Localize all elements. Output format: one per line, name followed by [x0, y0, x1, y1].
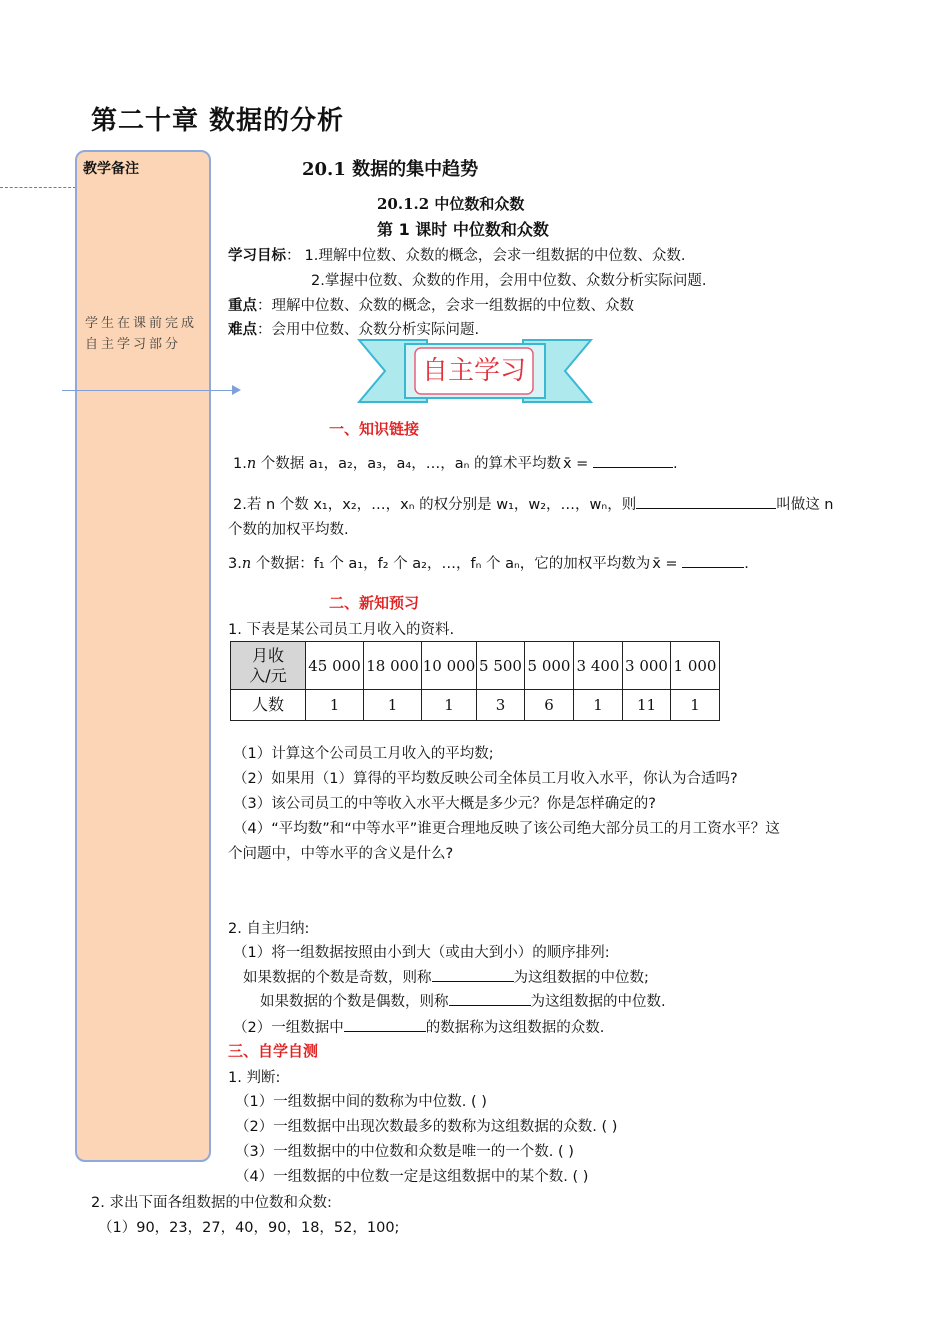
summary-title: 2. 自主归纳:: [228, 921, 310, 937]
table-cell: 10 000: [422, 642, 477, 690]
key-point-row: 重点：理解中位数、众数的概念，会求一组数据的中位数、众数: [228, 298, 634, 314]
table-cell: 1: [364, 690, 422, 721]
summary-text: （2）一组数据中: [233, 1020, 344, 1036]
table-cell: 1: [306, 690, 364, 721]
q3-mean-symbol: x̄ =: [652, 556, 678, 572]
question-item: （3）该公司员工的中等收入水平大概是多少元？你是怎样确定的?: [233, 796, 656, 812]
q2-text: 2.若 n 个数 x₁，x₂，…，xₙ 的权分别是 w₁，w₂，…，wₙ，则: [233, 497, 637, 513]
table-cell: 1: [574, 690, 623, 721]
table-cell: 1: [422, 690, 477, 721]
summary-text: 如果数据的个数是偶数，则称: [260, 994, 449, 1010]
q3-end: .: [744, 556, 749, 572]
summary-odd: [243, 966, 649, 987]
q1-number: 1.: [233, 456, 247, 472]
lesson-title: 第 1 课时 中位数和众数: [377, 220, 549, 239]
table-cell: 6: [525, 690, 574, 721]
q1-mean-symbol: x̄ =: [562, 456, 589, 472]
table-cell: 18 000: [364, 642, 422, 690]
table-row: [231, 690, 720, 721]
arrow-right-icon: [232, 385, 241, 395]
key-point-text: 理解中位数、众数的概念，会求一组数据的中位数、众数: [271, 298, 634, 314]
pointer-arrow-line: [62, 390, 234, 391]
part1-heading: 一、知识链接: [329, 420, 420, 438]
answer-blank[interactable]: [636, 494, 776, 509]
subsection-title: 20.1.2 中位数和众数: [377, 195, 525, 213]
question-3: [228, 552, 749, 573]
judge-item: （2）一组数据中出现次数最多的数称为这组数据的众数. ( ): [235, 1119, 618, 1135]
header-line: 入/元: [249, 665, 287, 685]
teaching-note-line: 学生在课前完成: [85, 316, 198, 331]
chapter-title: 第二十章 数据的分析: [91, 106, 345, 136]
table-intro: 1. 下表是某公司员工月收入的资料.: [228, 622, 455, 638]
question-item: （1）计算这个公司员工月收入的平均数;: [233, 746, 494, 762]
question-item: （4）“平均数”和“中等水平”谁更合理地反映了该公司绝大部分员工的月工资水平？这: [233, 821, 780, 837]
summary-text: 的数据称为这组数据的众数.: [425, 1020, 605, 1036]
table-header-cell: [231, 642, 306, 690]
judge-title: 1. 判断:: [228, 1070, 281, 1086]
table-cell: 5 000: [525, 642, 574, 690]
teaching-notes-panel: [75, 150, 211, 1162]
objective-item: 2.掌握中位数、众数的作用，会用中位数、众数分析实际问题.: [311, 273, 707, 289]
difficulty-row: 难点：会用中位数、众数分析实际问题.: [228, 322, 480, 338]
banner-text: 自主学习: [421, 356, 526, 386]
judge-item: （3）一组数据中的中位数和众数是唯一的一个数. ( ): [235, 1144, 574, 1160]
table-cell: 11: [623, 690, 671, 721]
question-1: [233, 452, 678, 473]
summary-text: 为这组数据的中位数;: [513, 970, 649, 986]
answer-blank[interactable]: [593, 453, 673, 468]
table-cell: 45 000: [306, 642, 364, 690]
part2-heading: 二、新知预习: [329, 594, 420, 612]
section-title: 20.1 数据的集中趋势: [302, 159, 479, 180]
table-cell: 1 000: [671, 642, 720, 690]
question-item: 个问题中，中等水平的含义是什么?: [228, 846, 454, 862]
teaching-notes-text: [85, 313, 209, 355]
table-cell: 1: [671, 690, 720, 721]
q3-var: n: [241, 556, 252, 572]
q1-text: 个数据 a₁，a₂，a₃，a₄，…，aₙ 的算术平均数: [256, 456, 561, 472]
table-cell: 3 000: [623, 642, 671, 690]
answer-blank[interactable]: [682, 553, 744, 568]
q2-continuation: 个数的加权平均数.: [228, 522, 349, 538]
table-row: [231, 642, 720, 690]
q1-end: .: [672, 456, 678, 472]
question-2: [233, 493, 834, 514]
find-item: （1）90，23，27，40，90，18，52，100;: [98, 1220, 400, 1236]
summary-text: 如果数据的个数是奇数，则称: [243, 970, 432, 986]
question-item: （2）如果用（1）算得的平均数反映公司全体员工月收入水平，你认为合适吗?: [233, 771, 738, 787]
summary-text: 为这组数据的中位数.: [530, 994, 666, 1010]
objective-item: 1.理解中位数、众数的概念，会求一组数据的中位数、众数.: [304, 248, 686, 264]
q3-text: 个数据：f₁ 个 a₁，f₂ 个 a₂，…，fₙ 个 aₙ，它的加权平均数为: [251, 556, 651, 572]
margin-guide-line: [0, 187, 76, 188]
q3-number: 3.: [228, 556, 242, 572]
summary-even: [260, 990, 666, 1011]
table-cell: 3 400: [574, 642, 623, 690]
difficulty-label: 难点: [228, 322, 257, 338]
answer-blank[interactable]: [449, 991, 531, 1006]
key-point-label: 重点: [228, 298, 257, 314]
judge-item: （4）一组数据的中位数一定是这组数据中的某个数. ( ): [235, 1169, 589, 1185]
income-table: [230, 641, 720, 721]
objectives-label: 学习目标: [228, 248, 286, 264]
teaching-note-line: 自主学习部分: [85, 337, 182, 352]
teaching-notes-title: 教学备注: [83, 161, 139, 177]
table-cell: 3: [477, 690, 525, 721]
q2-text-tail: 叫做这 n: [776, 497, 834, 513]
q1-var: n: [246, 456, 257, 472]
part3-heading: 三、自学自测: [228, 1042, 319, 1060]
objectives-row-1: 学习目标： 1.理解中位数、众数的概念，会求一组数据的中位数、众数.: [228, 248, 686, 264]
header-line: 月收: [251, 645, 284, 665]
find-title: 2. 求出下面各组数据的中位数和众数:: [91, 1195, 332, 1211]
difficulty-text: 会用中位数、众数分析实际问题.: [271, 322, 480, 338]
table-cell: 5 500: [477, 642, 525, 690]
judge-item: （1）一组数据中间的数称为中位数. ( ): [235, 1094, 487, 1110]
table-header-cell: 人数: [231, 690, 306, 721]
summary-line: （1）将一组数据按照由小到大（或由大到小）的顺序排列:: [233, 945, 610, 961]
answer-blank[interactable]: [344, 1017, 426, 1032]
summary-mode: [233, 1016, 604, 1037]
answer-blank[interactable]: [432, 967, 514, 982]
